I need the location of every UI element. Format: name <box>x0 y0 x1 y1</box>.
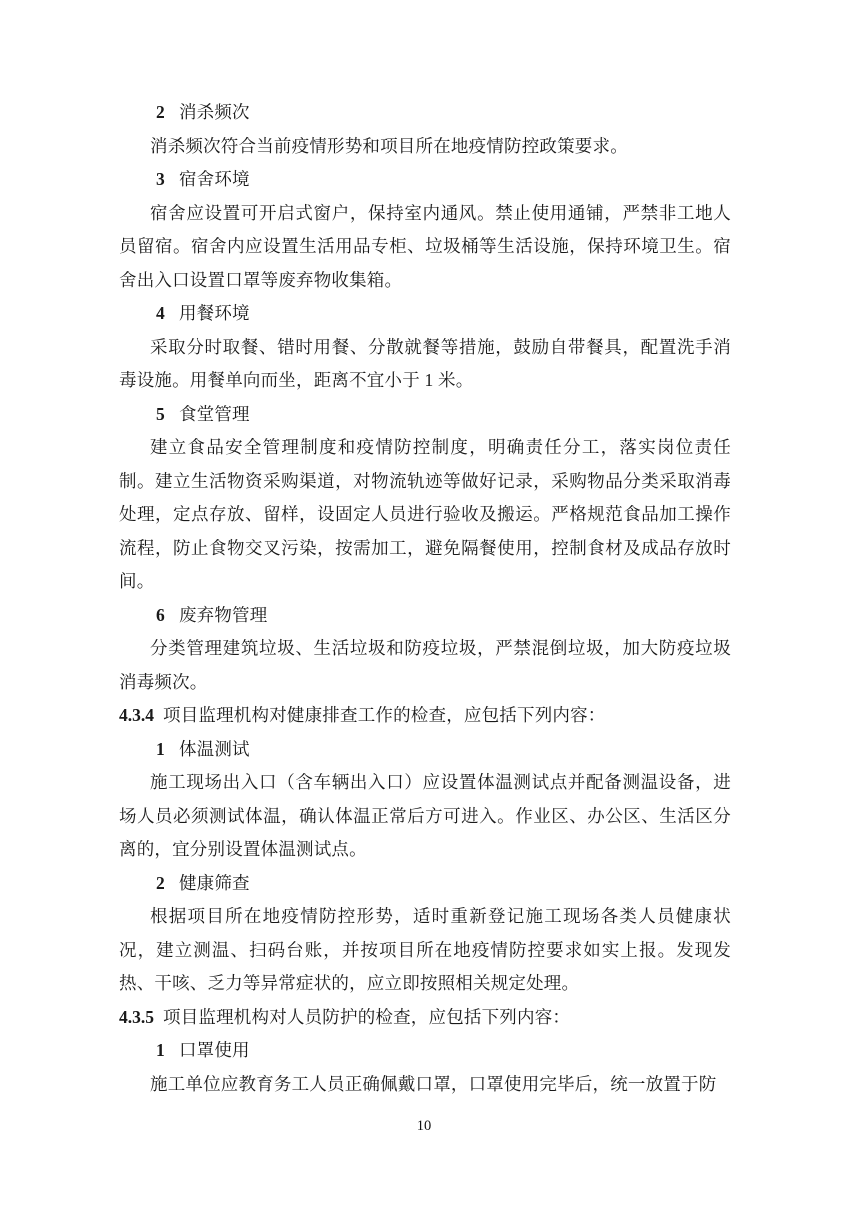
numbered-item-heading <box>119 398 731 432</box>
item-title: 食堂管理 <box>178 403 250 424</box>
clause-number: 4.3.4 <box>119 705 154 725</box>
item-number: 3 <box>156 169 165 189</box>
page-number: 10 <box>416 1118 432 1134</box>
numbered-item-heading <box>119 599 731 633</box>
clause-number: 4.3.5 <box>119 1006 154 1027</box>
body-paragraph: 消杀频次符合当前疫情形势和项目所在地疫情防控政策要求。 <box>150 135 628 156</box>
item-number: 1 <box>156 738 165 759</box>
body-paragraph: 宿舍应设置可开启式窗户，保持室内通风。禁止使用通铺，严禁非工地人员留宿。宿舍内应设置生活用品专柜、垃圾桶等生活设施，保持环境卫生。宿舍出入口设置口罩等废弃物收集箱。 <box>119 202 731 290</box>
numbered-item-heading <box>119 1034 731 1068</box>
item-number: 2 <box>156 102 165 122</box>
clause-text: 项目监理机构对健康排查工作的检查，应包括下列内容： <box>163 705 606 725</box>
item-title: 消杀频次 <box>178 102 250 122</box>
numbered-item-heading <box>119 96 731 130</box>
item-title: 健康筛查 <box>178 872 250 893</box>
body-paragraph: 采取分时取餐、错时用餐、分散就餐等措施，鼓励自带餐具，配置洗手消毒设施。用餐单向而坐，距离不宜小于 1 米。 <box>119 336 731 390</box>
numbered-item-heading <box>119 297 731 331</box>
item-title: 体温测试 <box>178 738 250 759</box>
item-number: 1 <box>156 1040 165 1060</box>
numbered-item-heading <box>119 733 731 767</box>
body-paragraph: 施工单位应教育务工人员正确佩戴口罩，口罩使用完毕后，统一放置于防 <box>150 1073 717 1094</box>
document-body <box>119 96 731 1101</box>
item-number: 5 <box>156 403 165 424</box>
item-title: 废弃物管理 <box>178 604 268 625</box>
body-paragraph: 建立食品安全管理制度和疫情防控制度，明确责任分工，落实岗位责任制。建立生活物资采购渠道，对物流轨迹等做好记录，采购物品分类采取消毒处理，定点存放、留样，设固定人员进行验收及搬运。严格规范食品加工操作流程，防止食物交叉污染，按需加工，避免隔餐使用，控制食材及成品存放时间。 <box>119 437 731 591</box>
body-paragraph: 施工现场出入口（含车辆出入口）应设置体温测试点并配备测温设备，进场人员必须测试体温，确认体温正常后方可进入。作业区、办公区、生活区分离的，宜分别设置体温测试点。 <box>119 772 731 859</box>
clause-text: 项目监理机构对人员防护的检查，应包括下列内容： <box>163 1006 571 1027</box>
clause-heading <box>119 699 731 733</box>
item-title: 宿舍环境 <box>178 169 250 189</box>
item-number: 4 <box>156 303 165 323</box>
item-title: 口罩使用 <box>178 1040 250 1060</box>
item-number: 6 <box>156 604 165 625</box>
numbered-item-heading <box>119 163 731 197</box>
item-title: 用餐环境 <box>178 303 250 323</box>
clause-heading <box>119 1001 731 1035</box>
numbered-item-heading <box>119 867 731 901</box>
body-paragraph: 根据项目所在地疫情防控形势，适时重新登记施工现场各类人员健康状况，建立测温、扫码台账，并按项目所在地疫情防控要求如实上报。发现发热、干咳、乏力等异常症状的，应立即按照相关规定处理。 <box>119 906 731 993</box>
body-paragraph: 分类管理建筑垃圾、生活垃圾和防疫垃圾，严禁混倒垃圾，加大防疫垃圾消毒频次。 <box>119 638 731 692</box>
item-number: 2 <box>156 872 165 893</box>
